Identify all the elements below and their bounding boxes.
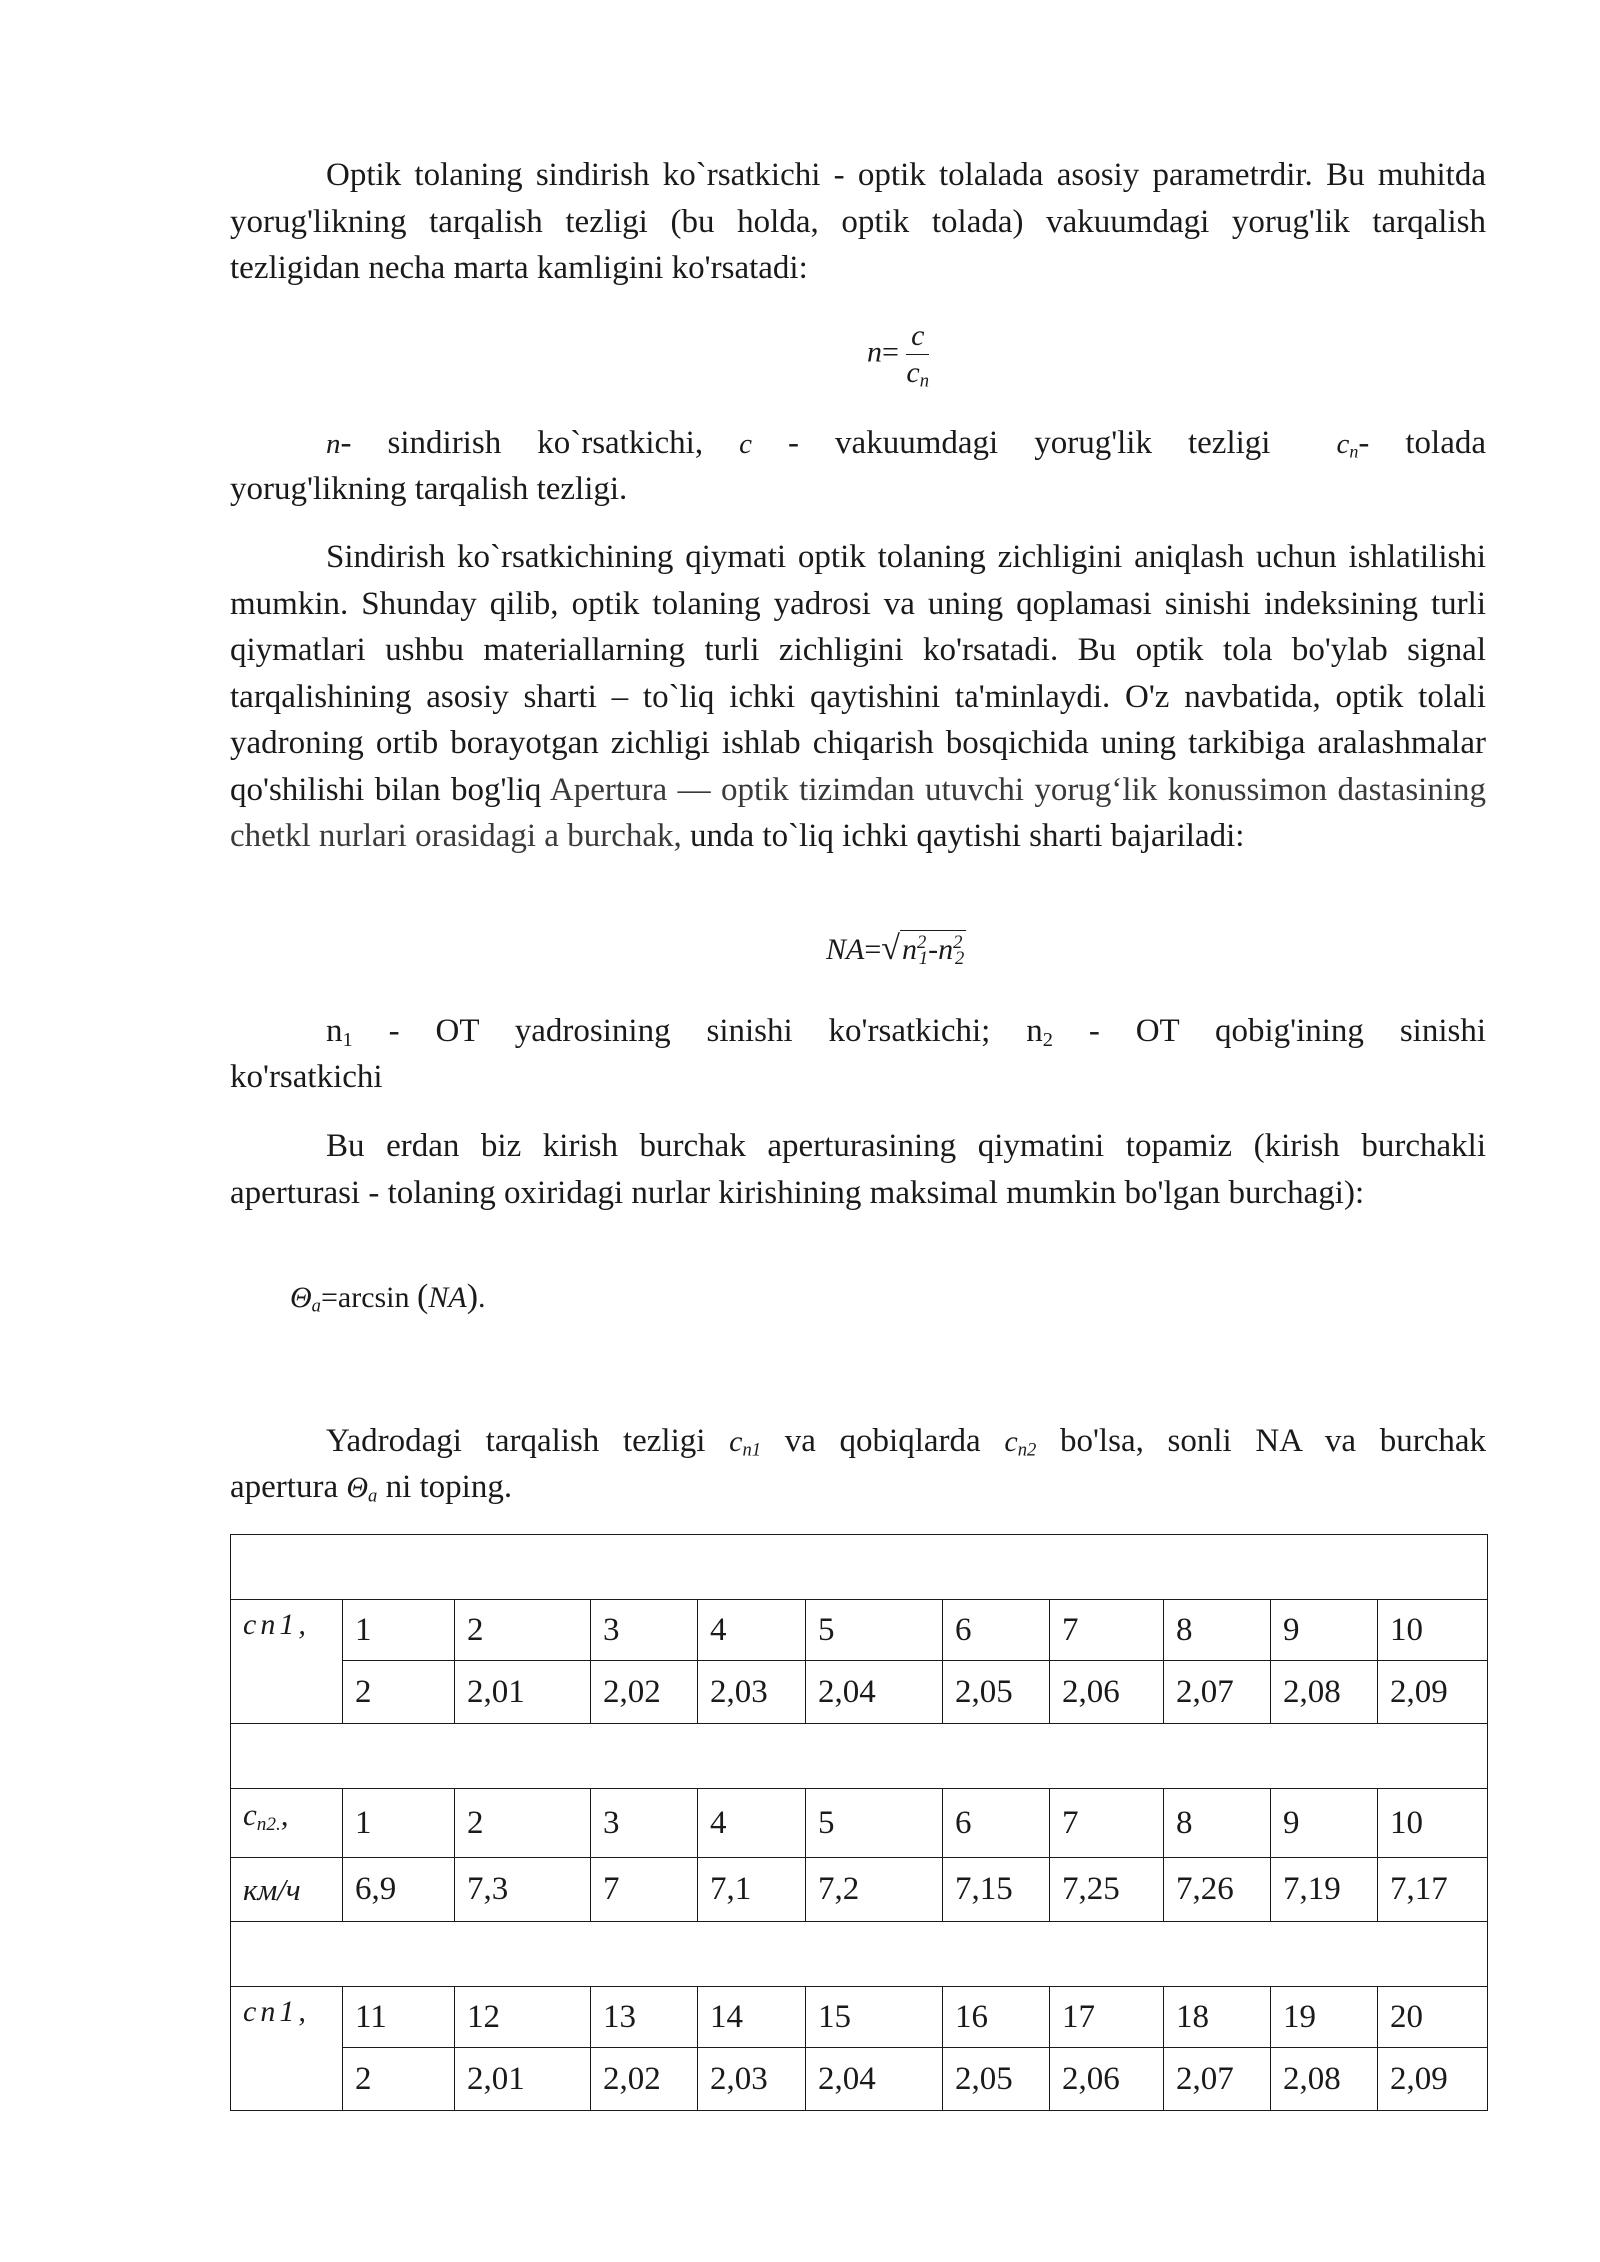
table-separator-row — [231, 1724, 1488, 1789]
formula-refractive-index: n= $\frac{c}{c_n}$ — [867, 319, 930, 392]
definitions-line2: yorug'likning tarqalish tezligi. — [230, 471, 628, 507]
table-row: км/ч 6,9 7,3 7 7,1 7,2 7,15 7,25 7,26 7,19 7,17 — [231, 1858, 1488, 1922]
table-row: $c_{n2.}$, 1 2 3 4 5 6 7 8 9 10 — [231, 1789, 1488, 1858]
task-statement: Yadrodagi tarqalish tezligi $c_{n1}$ va qobiqlarda $c_{n2}$ bo'lsa, sonli NA va burchak — [326, 1423, 1487, 1461]
velocity-table — [230, 1534, 1488, 2111]
formula-acceptance-angle: $\Theta_a=\arcsin$ (NA). — [290, 1278, 486, 1317]
definitions-n-c-cn: n- sindirish ko`rsatkichi, c - vakuumdagi yorug'lik tezligi $c_n-$ tolada — [326, 425, 1487, 462]
sqrt: $√n^2_1-n^2_2$ — [881, 930, 965, 969]
definitions-n1-n2: $n_1$ - OT yadrosining sinishi ko'rsatkichi; $n_2$ - OT qobig'ining sinishi — [326, 1013, 1487, 1052]
definitions-n1-n2-line2: ko'rsatkichi — [230, 1059, 383, 1095]
table-row: 2 2,01 2,02 2,03 2,04 2,05 2,06 2,07 2,08 2,09 — [231, 1661, 1488, 1724]
paragraph-acceptance-angle: Bu erdan biz kirish burchak aperturasining qiymatini topamiz (kirish burchakli aperturasi - tolaning oxiridagi nurlar kirishining maksimal mumkin bo'lgan burchagi): — [230, 1128, 1486, 1211]
fraction: $\frac{c}{c_n}$ — [906, 319, 930, 392]
label-cn2: $c_{n2.}$, — [231, 1789, 343, 1858]
table-row: 2 2,01 2,02 2,03 2,04 2,05 2,06 2,07 2,08 2,09 — [231, 2048, 1488, 2111]
table-row: cn1, 11 12 13 14 15 16 17 18 19 20 — [231, 1987, 1488, 2048]
formula-numerical-aperture: $NA=√n^2_1-n^2_2$ — [826, 930, 965, 969]
paragraph-density-aperture: Sindirish ko`rsatkichining qiymati optik tolaning zichligini aniqlash uchun ishlatilishi mumkin. Shunday qilib, optik tolaning yadrosi va uning qoplamasi sinishi indeksining turli qiymatlari ushbu materiallarning turli zichligini ko'rsatadi. Bu optik tola bo'ylab signal tarqalishining asosiy sharti – to`liq ichki qaytishini ta'minlaydi. O'z navbatida, optik tolali yadroning ortib borayotgan zichligi ishlab chiqarish bosqichida uning tarkibiga aralashmalar qo'shilishi bilan bog'liq Apertura — optik tizimdan utuvchi yorug‘lik konussimon dastasining chetkl nurlari orasidagi a burchak, unda to`liq ichki qaytishi sharti bajariladi: — [230, 539, 1486, 854]
table-separator-row — [231, 1922, 1488, 1987]
task-statement-line2: apertura $\Theta_a$ ni toping. — [230, 1469, 513, 1507]
aperture-definition: Apertura — optik tizimdan utuvchi yorug‘lik konussimon dastasining chetkl nurlari orasidagi a burchak, — [230, 771, 1486, 854]
label-unit-kmh: км/ч — [231, 1858, 343, 1922]
label-cn1: cn1, — [231, 1987, 343, 2111]
table-row: cn1, 1 2 3 4 5 6 7 8 9 10 — [231, 1600, 1488, 1661]
label-cn1: cn1, — [231, 1600, 343, 1724]
formula-n: n — [867, 335, 882, 369]
table-header-blank-row — [231, 1535, 1488, 1600]
paragraph-refractive-index: Optik tolaning sindirish ko`rsatkichi - optik tolalada asosiy parametrdir. Bu muhitda yorug'likning tarqalish tezligi (bu holda, optik tolada) vakuumdagi yorug'lik tarqalish tezligidan necha marta kamligini ko'rsatadi: — [230, 157, 1486, 286]
